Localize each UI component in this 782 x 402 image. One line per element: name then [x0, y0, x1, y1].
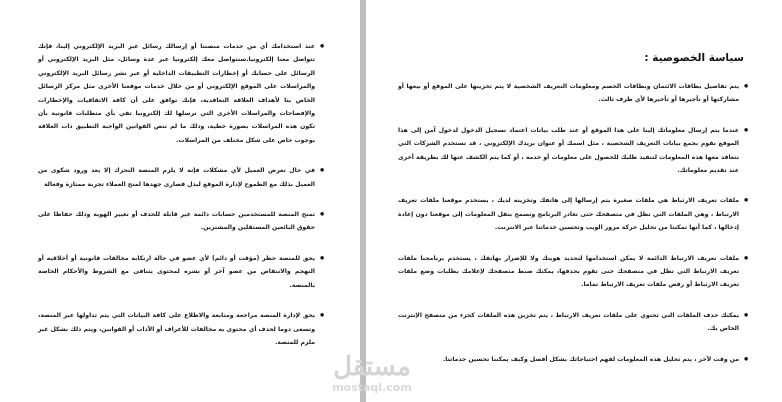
list-item: ● عندما يتم إرسال معلوماتك إلينا على هذا الموقع أو عند طلب بيانات اعتماد تسجيل الدخول لدخول آمن إلى هذا الموقع نقوم بجمع بيانات التعريف الشخصية ، مثل اسمك أو عنوان بريدك الإلكتروني ، قد تستخدم الشركات التي نتعاقد معها هذه المعلومات لتنفيذ طلبك للحصول على معلومات أو خدمة ، أو كما يتم الكشف عنها لك بطريقة أخرى عند تقديم معلوماتك.: [398, 124, 748, 178]
list-item: ● يمكنك حذف الملفات التي تحتوي على ملفات تعريف الارتباط ، يتم تخزين هذه الملفات كجزء من متصفح الإنترنت الخاص بك.: [398, 309, 748, 336]
left-page: [0, 0, 360, 402]
left-page-content: [38, 40, 324, 402]
list-item: ● في حال تعرض العميل لأي مشكلات فإنه لا يلزم المنصة التحرك إلا بعد ورود شكوى من العميل بذلك مع الطموح لإدارة الموقع لبذل قصارى جهدها لمنح العملاء تجربة ممتازة وفعالة: [38, 164, 324, 191]
watermark-site: mostaql.com: [332, 381, 412, 394]
right-bullet-list: [398, 80, 748, 366]
list-item: ● ملفات تعريف الارتباط الدائمة لا يمكن استخدامها لتحديد هويتك ولا للإضرار بهاتفك ، يستخدم برنامجنا ملفات تعريف الارتباط التي تظل في متصفحك حتى تقوم بحذفها، يمكنك ضبط متصفحك لإعلامك بطلبات وضع ملفات تعريف الارتباط أو رفض ملفات تعريف الارتباط تماما.: [398, 252, 748, 292]
list-item: ● ملفات تعريف الارتباط هي ملفات صغيرة يتم إرسالها إلى هاتفك وتخزينه لديك ، يستخدم موقعنا ملفات تعريف الارتباط ، وهي الملفات التي تظل في متصفحك حتى تغادر البرنامج وتسمح بنقل المعلومات إلى موقعنا دون إعادة إدخالها ، كما أنها تمكننا من تحليل حركة مرور الويب وتحسين خدماتنا عبر الانترنت.: [398, 194, 748, 234]
list-item: ● تمنح المنصة للمستخدمين حسابات دائمة غير قابلة للحذف أو تغيير الهوية وذلك حفاظا على حقوق البائعين المستقلين والمشترين.: [38, 208, 324, 235]
list-item: ● يحق لإدارة المنصة مراجعة ومتابعة والاطلاع على كافة البيانات التي يتم تداولها عبر المنصة، وتسعى دوما لحذف أي محتوى به مخالفات للأعراف أو الآداب أو القوانين، ويتم ذلك بشكل غير ملزم للمنصة.: [38, 309, 324, 349]
list-item: ● يتم تفاصيل بطاقات الائتمان وبطاقات الخصم ومعلومات التعريف الشخصية لا يتم تخزينها على الموقع أو بيعها أو مشاركتها أو تأجيرها أو تأجيرها لأي طرف ثالث.: [398, 80, 748, 107]
watermark-logo: مستقل: [333, 352, 411, 382]
right-page-content: [398, 52, 748, 402]
list-item: ● يحق للمنصة حظر (مؤقت أو دائم) لأي عضو في حالة ارتكابه مخالفات قانونية أو أخلاقيه أو التهجم والانتقاص من عضو آخر أو نشره لمحتوى يتنافى مع الشروط والأحكام الخاصة بالمنصة.: [38, 252, 324, 292]
right-page: [366, 0, 782, 402]
list-item: ● من وقت لآخر ، يتم تحليل هذه المعلومات لفهم احتياجاتك بشكل أفضل وكيف يمكننا تحسين خدماتنا.: [398, 353, 748, 366]
left-bullet-list: [38, 40, 324, 349]
page-title: سياسة الخصوصية :: [644, 52, 744, 64]
list-item: ● عند استخدامك أي من خدمات منصتنا أو إرسالك رسائل عبر البريد الإلكتروني إلينا، فإنك تتواصل معنا إلكترونيا.سنتواصل معك إلكترونيا عبر عدة وسائل، مثل البريد الإلكتروني أو الرسائل على حسابك أو إخطارات التطبيقات الداخلية أو عبر نشر رسائل البريد الإلكتروني والمراسلات على الموقع الإلكتروني أو من خلال خدمات موقعنا الأخرى مثل مركز الرسائل الخاص بنا لأهداف العلاقة التعاقدية، فإنك توافق على أن كافة الاتفاقيات والإخطارات والإفصاحات والمراسلات الأخرى التي نرسلها لك إلكترونيا تفي بأي متطلبات قانونية بأن تكون هذه المراسلات بصورة خطية، وذلك ما لم تنص القوانين الواجبة التطبيق ذات العلاقة بوجوب خاص على شكل مختلف من المراسلات.: [38, 40, 324, 147]
